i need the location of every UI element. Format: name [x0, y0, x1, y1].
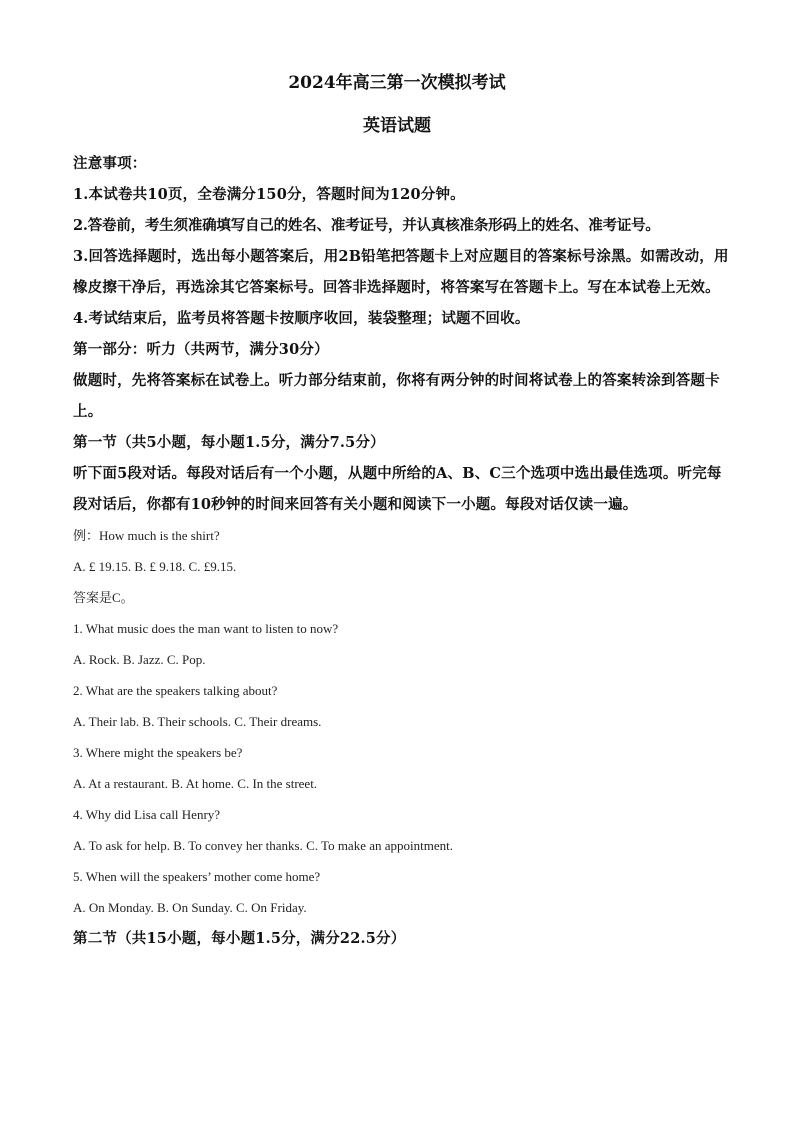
- question-1: 1. What music does the man want to listen to now?: [73, 621, 339, 636]
- notice-item-4: 4.考试结束后，监考员将答题卡按顺序收回，装袋整理；试题不回收。: [73, 310, 530, 327]
- notice-item-2: 2.答卷前，考生须准确填写自己的姓名、准考证号，并认真核准条形码上的姓名、准考证号。: [73, 217, 660, 234]
- question-3: 3. Where might the speakers be?: [73, 745, 243, 760]
- section1-heading: 第一节（共5小题，每小题1.5分，满分7.5分）: [73, 434, 385, 451]
- section1-instruction: 听下面5段对话。每段对话后有一个小题，从题中所给的A、B、C三个选项中选出最佳选项。听完每段对话后，你都有10秒钟的时间来回答有关小题和阅读下一小题。每段对话仅读一遍。: [73, 465, 722, 513]
- question-2: 2. What are the speakers talking about?: [73, 683, 278, 698]
- question-5-options: A. On Monday. B. On Sunday. C. On Friday.: [73, 900, 307, 915]
- question-5: 5. When will the speakers’ mother come home?: [73, 869, 321, 884]
- part1-instruction: 做题时，先将答案标在试卷上。听力部分结束前，你将有两分钟的时间将试卷上的答案转涂到答题卡上。: [73, 372, 720, 420]
- exam-subtitle: 英语试题: [363, 116, 431, 136]
- question-3-options: A. At a restaurant. B. At home. C. In the street.: [73, 776, 318, 791]
- notice-item-3: 3.回答选择题时，选出每小题答案后，用2B铅笔把答题卡上对应题目的答案标号涂黑。如需改动，用橡皮擦干净后，再选涂其它答案标号。回答非选择题时，将答案写在答题卡上。写在本试卷上无效。: [73, 248, 729, 296]
- exam-body: [73, 148, 733, 954]
- question-2-options: A. Their lab. B. Their schools. C. Their dreams.: [73, 714, 322, 729]
- question-1-options: A. Rock. B. Jazz. C. Pop.: [73, 652, 206, 667]
- question-4: 4. Why did Lisa call Henry?: [73, 807, 221, 822]
- part1-heading: 第一部分：听力（共两节，满分30分）: [73, 341, 329, 358]
- example-options: A. £ 19.15. B. £ 9.18. C. £9.15.: [73, 559, 237, 574]
- notice-heading: 注意事项：: [73, 155, 147, 172]
- section2-heading: 第二节（共15小题，每小题1.5分，满分22.5分）: [73, 930, 406, 947]
- example-answer: 答案是C。: [73, 590, 134, 605]
- example-question: 例：How much is the shirt?: [73, 528, 220, 543]
- exam-title: 2024年高三第一次模拟考试: [288, 73, 506, 93]
- question-4-options: A. To ask for help. B. To convey her thanks. C. To make an appointment.: [73, 838, 453, 853]
- notice-item-1: 1.本试卷共10页，全卷满分150分，答题时间为120分钟。: [73, 186, 465, 203]
